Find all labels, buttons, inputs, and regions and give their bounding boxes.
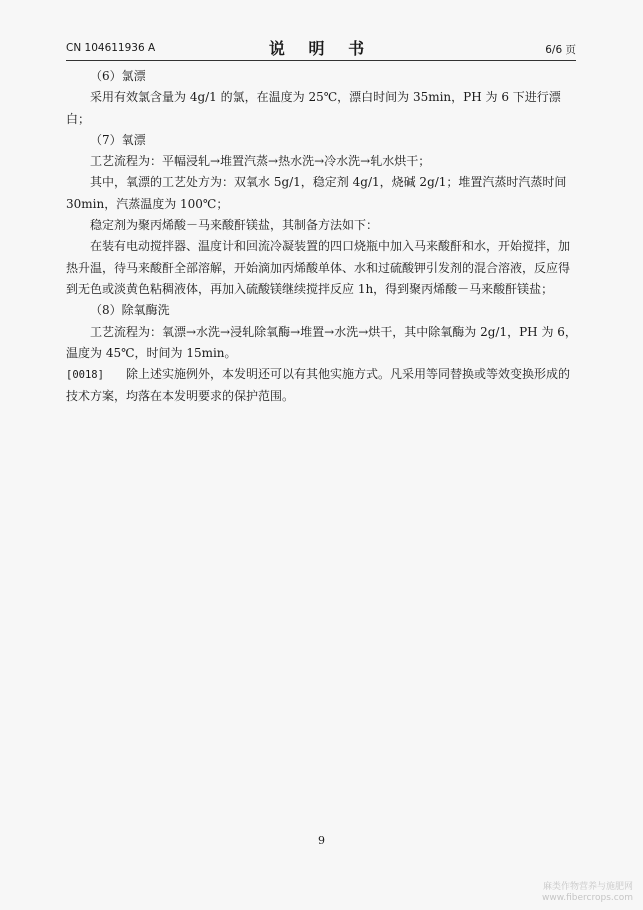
numbered-paragraph	[66, 364, 580, 408]
page-header	[66, 36, 576, 58]
body-paragraph: 工艺流程为：氧漂→水洗→浸轧除氧酶→堆置→水洗→烘干，其中除氧酶为 2g/1，PH 为 6，温度为 45℃，时间为 15min。	[66, 324, 577, 360]
section-heading-deoxygenase-wash: （8）除氧酶洗	[90, 303, 170, 318]
section-heading-chlorine-bleach: （6）氯漂	[90, 69, 146, 83]
header-rule	[66, 60, 576, 61]
page-indicator: 6/6 页	[545, 44, 576, 56]
paragraph-text: 除上述实施例外，本发明还可以有其他实施方式。凡采用等同替换或等效变换形成的技术方案，均落在本发明要求的保护范围。	[66, 367, 571, 404]
site-watermark	[503, 882, 633, 904]
document-title: 说 明 书	[268, 39, 374, 58]
watermark-url: www.fibercrops.com	[542, 893, 633, 903]
body-paragraph: 其中，氧漂的工艺处方为：双氧水 5g/1，稳定剂 4g/1，烧碱 2g/1；堆置汽蒸时汽蒸时间 30min，汽蒸温度为 100℃；	[66, 175, 567, 211]
page-number: 9	[318, 834, 325, 847]
body-paragraph: 稳定剂为聚丙烯酸－马来酸酐镁盐，其制备方法如下：	[90, 218, 379, 233]
paragraph-number: [0018]	[66, 369, 104, 382]
body-paragraph: 在装有电动搅拌器、温度计和回流冷凝装置的四口烧瓶中加入马来酸酐和水，开始搅拌，加热升温，待马来酸酐全部溶解，开始滴加丙烯酸单体、水和过硫酸钾引发剂的混合溶液，反应得到无色或淡黄色粘稠液体，再加入硫酸镁继续搅拌反应 1h，得到聚丙烯酸－马来酸酐镁盐；	[66, 239, 571, 296]
section-heading-oxygen-bleach: （7）氧漂	[90, 132, 146, 147]
publication-number: CN 104611936 A	[66, 42, 156, 54]
watermark-site-name: 麻类作物营养与施肥网	[542, 882, 633, 892]
body-paragraph: 工艺流程为：平幅浸轧→堆置汽蒸→热水洗→冷水洗→轧水烘干；	[90, 154, 431, 169]
document-body	[66, 66, 580, 408]
body-paragraph: 采用有效氯含量为 4g/1 的氯，在温度为 25℃，漂白时间为 35min，PH 为 6 下进行漂白；	[66, 90, 561, 126]
